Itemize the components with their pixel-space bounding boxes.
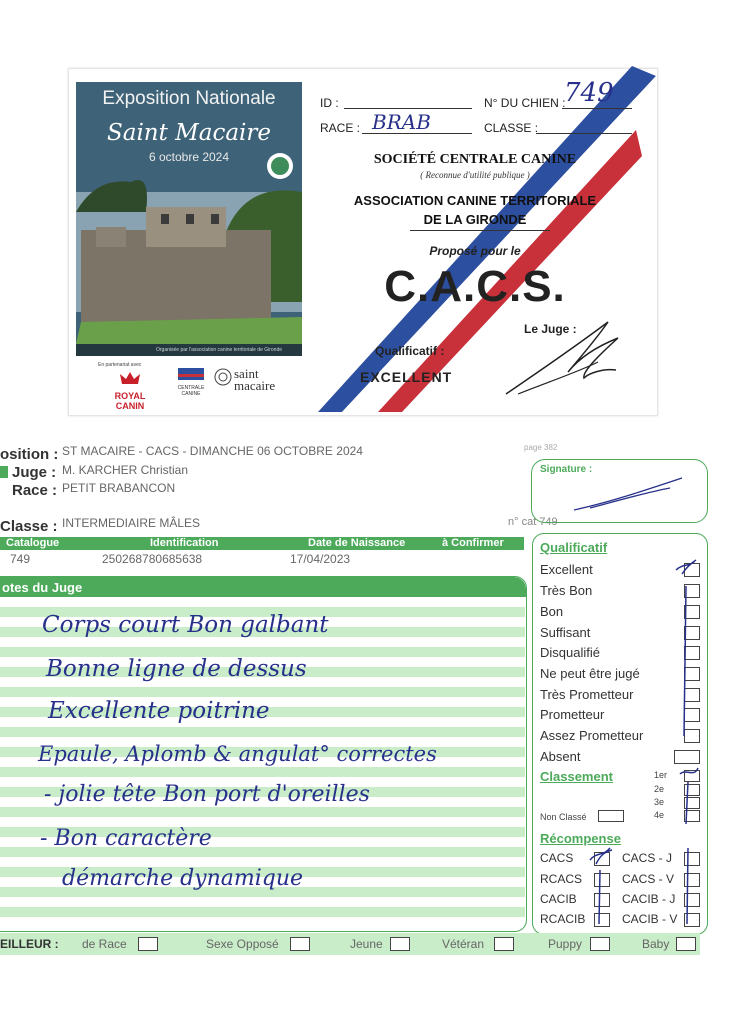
non-classe-checkbox[interactable] <box>598 810 624 822</box>
meilleur-puppy: Puppy <box>548 937 583 951</box>
recompense-cacs: CACS <box>540 851 574 865</box>
catalogue-number: 749 <box>10 552 31 566</box>
judge-signature <box>498 312 638 402</box>
qualificatif-absent: Absent <box>540 749 581 764</box>
crown-icon <box>100 370 160 386</box>
qualificatif-prometteur: Prometteur <box>540 707 605 722</box>
recompense-cacs-j: CACS - J <box>622 851 673 865</box>
place-3: 3e <box>654 797 665 807</box>
meilleur-checkbox[interactable] <box>494 937 514 951</box>
meilleur-jeune: Jeune <box>350 937 383 951</box>
note-line: Bonne ligne de dessus <box>46 656 307 682</box>
catalogue-header: Catalogue Identification Date de Naissance à Confirmer <box>0 537 524 550</box>
race-label-form: Race : <box>12 482 58 499</box>
meilleur-checkbox[interactable] <box>676 937 696 951</box>
qualificatif-tres-bon: Très Bon <box>540 583 593 598</box>
qualificatif-suffisant: Suffisant <box>540 625 591 640</box>
seal-icon <box>214 366 232 388</box>
divider <box>410 230 550 231</box>
association-line1: ASSOCIATION CANINE TERRITORIALE <box>353 193 597 208</box>
place-1: 1er <box>654 770 668 780</box>
note-line: - Bon caractère <box>40 826 212 851</box>
meilleur-checkbox[interactable] <box>290 937 310 951</box>
meilleur-veteran: Vétéran <box>442 937 485 951</box>
meilleur-checkbox[interactable] <box>590 937 610 951</box>
recompense-cacs-v: CACS - V <box>622 872 675 886</box>
qualificatif-disqualifie: Disqualifié <box>540 645 600 660</box>
award-title: C.A.C.S. <box>384 262 566 311</box>
meilleur-sexe-oppose: Sexe Opposé <box>206 937 279 951</box>
classe-field[interactable] <box>536 133 632 134</box>
poster-title: Exposition Nationale <box>102 88 276 109</box>
classement-checkmark <box>676 764 702 828</box>
id-label: ID : <box>320 96 339 110</box>
society-subtitle: ( Reconnue d'utilité publique ) <box>420 170 530 180</box>
classement-title: Classement <box>540 769 613 784</box>
juge-value: M. KARCHER Christian <box>62 463 189 477</box>
meilleur-label: EILLEUR : <box>0 937 59 951</box>
recompense-rcacib: RCACIB <box>540 912 586 926</box>
ncat: n° cat 749 <box>508 516 558 528</box>
dog-number-label: N° DU CHIEN : <box>484 96 566 110</box>
note-line: Epaule, Aplomb & angulat° correctes <box>38 742 437 766</box>
birth-date: 17/04/2023 <box>290 552 351 566</box>
signature-label: Signature : <box>540 464 593 475</box>
qualificatif-ne-peut-etre-juge: Ne peut être jugé <box>540 666 640 681</box>
note-line: Excellente poitrine <box>48 698 270 724</box>
note-line: démarche dynamique <box>62 866 304 891</box>
recompense-cacib-j: CACIB - J <box>622 892 676 906</box>
meilleur-de-race: de Race <box>82 937 127 951</box>
recompense-cacib-v: CACIB - V <box>622 912 678 926</box>
proposed-label: Proposé pour le <box>429 244 521 258</box>
classe-label: CLASSE : <box>484 121 539 135</box>
meilleur-checkbox[interactable] <box>138 937 158 951</box>
non-classe-label: Non Classé <box>540 812 587 822</box>
partner-label: En partenariat avec <box>98 362 142 368</box>
qualificatif-checkmarks <box>672 556 702 742</box>
page-number: page 382 <box>524 443 558 452</box>
recompense-title: Récompense <box>540 831 621 846</box>
note-line: Corps court Bon galbant <box>42 612 329 638</box>
race-value: BRAB <box>372 110 431 134</box>
race-label: RACE : <box>320 121 361 135</box>
event-poster <box>76 82 302 356</box>
identification-number: 250268780685638 <box>102 552 203 566</box>
recompense-cacib: CACIB <box>540 892 577 906</box>
exposition-value: ST MACAIRE - CACS - DIMANCHE 06 OCTOBRE 2024 <box>62 444 363 458</box>
qualificatif-label: Qualificatif : <box>375 344 445 358</box>
dog-number-value: 749 <box>564 78 614 108</box>
place-2: 2e <box>654 784 665 794</box>
exposition-label: osition : <box>0 446 59 463</box>
place-4: 4e <box>654 810 665 820</box>
juge-label: Juge : <box>12 464 57 481</box>
classe-label-form: Classe : <box>0 518 58 535</box>
race-value-form: PETIT BRABANCON <box>62 481 176 495</box>
qualificatif-tres-prometteur: Très Prometteur <box>540 687 634 702</box>
qualificatif-excellent: Excellent <box>540 562 593 577</box>
poster-city: Saint Macaire <box>106 120 271 146</box>
id-field[interactable] <box>344 108 472 109</box>
recompense-checkmarks <box>584 842 704 932</box>
royal-canin-logo: ROYAL CANIN <box>100 370 160 398</box>
meilleur-checkbox[interactable] <box>390 937 410 951</box>
qualificatif-title: Qualificatif <box>540 540 608 555</box>
society-name: SOCIÉTÉ CENTRALE CANINE <box>373 152 577 167</box>
note-line: - jolie tête Bon port d'oreilles <box>44 782 370 807</box>
meilleur-baby: Baby <box>642 937 670 951</box>
poster-footer: Organisée par l'association canine territoriale de Gironde <box>76 344 302 356</box>
judge-label: Le Juge : <box>524 322 577 336</box>
qualificatif-assez-prometteur: Assez Prometteur <box>540 728 644 743</box>
classe-value-form: INTERMEDIAIRE MÂLES <box>62 516 201 530</box>
notes-header: otes du Juge <box>0 577 526 597</box>
form-signature <box>570 474 690 514</box>
centrale-canine-logo: CENTRALE CANINE <box>176 366 206 392</box>
poster-date: 6 octobre 2024 <box>148 150 230 164</box>
qualificatif-value: EXCELLENT <box>360 369 453 385</box>
dog-number-field[interactable] <box>562 108 632 109</box>
recompense-rcacs: RCACS <box>540 872 583 886</box>
association-line2: DE LA GIRONDE <box>423 212 527 227</box>
juge-marker <box>0 466 8 478</box>
qualificatif-checkbox[interactable] <box>674 750 700 764</box>
qualificatif-bon: Bon <box>540 604 564 619</box>
saint-macaire-logo: saint macaire <box>214 366 294 392</box>
